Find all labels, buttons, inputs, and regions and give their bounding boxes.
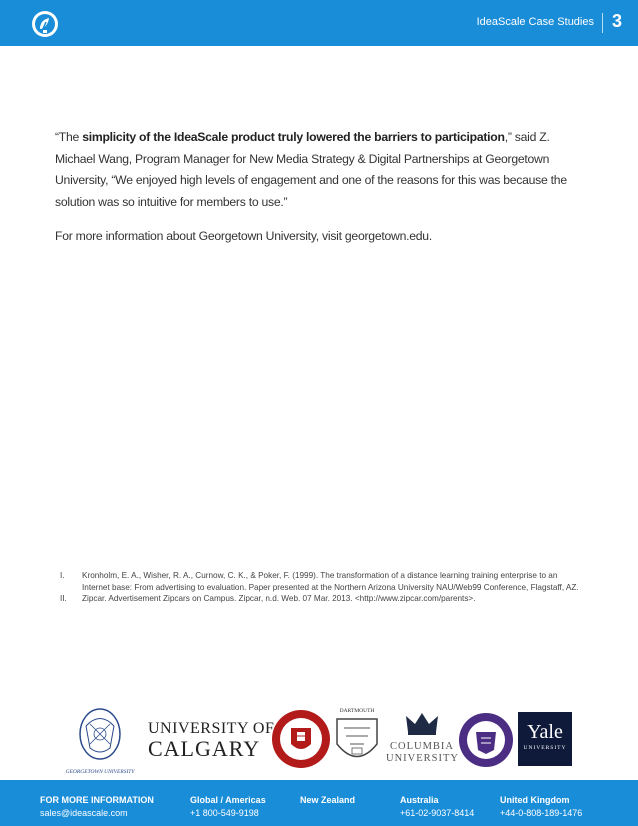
quote-open: “The xyxy=(55,130,83,144)
header-divider xyxy=(602,13,603,33)
reference-item xyxy=(60,570,580,593)
cornell-seal-icon xyxy=(270,708,332,770)
yale-logo xyxy=(518,712,572,766)
reference-number: I. xyxy=(60,571,65,580)
footer-email[interactable]: sales@ideascale.com xyxy=(40,808,128,818)
footer-region-nz xyxy=(300,794,355,807)
region-phone: +61-02-9037-8414 xyxy=(400,808,475,818)
calgary-logo xyxy=(148,720,275,768)
region-phone: +44-0-808-189-1476 xyxy=(500,808,583,818)
georgetown-seal-icon xyxy=(60,706,140,762)
footer-region-global xyxy=(190,794,266,820)
columbia-logo xyxy=(386,710,458,772)
region-phone: +1 800-549-9198 xyxy=(190,808,259,818)
yale-wordmark: Yale xyxy=(527,721,563,743)
columbia-bottom: UNIVERSITY xyxy=(386,753,459,764)
footer-region-uk xyxy=(500,794,582,820)
reference-text: Zipcar. Advertisement Zipcars on Campus. Zipcar, n.d. Web. 07 Mar. 2013. <http://www.zipcar.com/parents>. xyxy=(82,594,476,603)
footer-region-au xyxy=(400,794,474,820)
region-name: New Zealand xyxy=(300,795,356,805)
georgetown-wordmark: GEORGETOWN UNIVERSITY xyxy=(65,769,135,775)
washington-logo xyxy=(458,710,514,770)
header-title: IdeaScale Case Studies xyxy=(476,16,594,28)
page-footer xyxy=(0,780,638,826)
calgary-top: UNIVERSITY OF xyxy=(148,720,275,737)
university-logos xyxy=(60,706,580,775)
reference-text: Kronholm, E. A., Wisher, R. A., Curnow, C. K., & Poker, F. (1999). The transformation of a distance learning training enterprise to an Internet base: From advertising to evaluation. Paper presented at the Northern Arizona University NAU/Web99 Conference, Flagstaff, AZ. xyxy=(82,571,579,592)
columbia-crown-icon xyxy=(386,710,458,736)
ideascale-logo-icon xyxy=(30,9,60,39)
yale-subtitle: UNIVERSITY xyxy=(523,745,567,751)
references-list xyxy=(60,570,580,605)
footer-contact xyxy=(40,794,154,820)
calgary-bottom: CALGARY xyxy=(148,736,261,761)
quote-rest: ,” said Z. Michael Wang, Program Manager for New Media Strategy & Digital Partnerships at Georgetown University, “We enjoyed high levels of engagement and one of the reasons for this was because the solution was so intuitive for members to use.” xyxy=(55,130,567,209)
dartmouth-logo xyxy=(332,708,382,770)
columbia-top: COLUMBIA xyxy=(389,741,454,752)
dartmouth-seal-icon xyxy=(332,714,382,768)
washington-seal-icon xyxy=(458,710,514,770)
page-header xyxy=(0,0,638,46)
footer-label: FOR MORE INFORMATION xyxy=(40,795,154,805)
region-name: United Kingdom xyxy=(500,795,570,805)
testimonial-quote xyxy=(55,127,580,213)
reference-number: II. xyxy=(60,594,67,603)
more-info-text: For more information about Georgetown University, visit georgetown.edu. xyxy=(55,229,432,243)
dartmouth-label: DARTMOUTH xyxy=(339,708,375,714)
region-name: Australia xyxy=(400,795,439,805)
region-name: Global / Americas xyxy=(190,795,266,805)
page-number: 3 xyxy=(611,11,622,31)
cornell-logo xyxy=(270,708,332,770)
quote-bold: simplicity of the IdeaScale product truly lowered the barriers to participation xyxy=(82,130,505,144)
georgetown-logo xyxy=(60,706,140,775)
reference-item xyxy=(60,593,580,605)
